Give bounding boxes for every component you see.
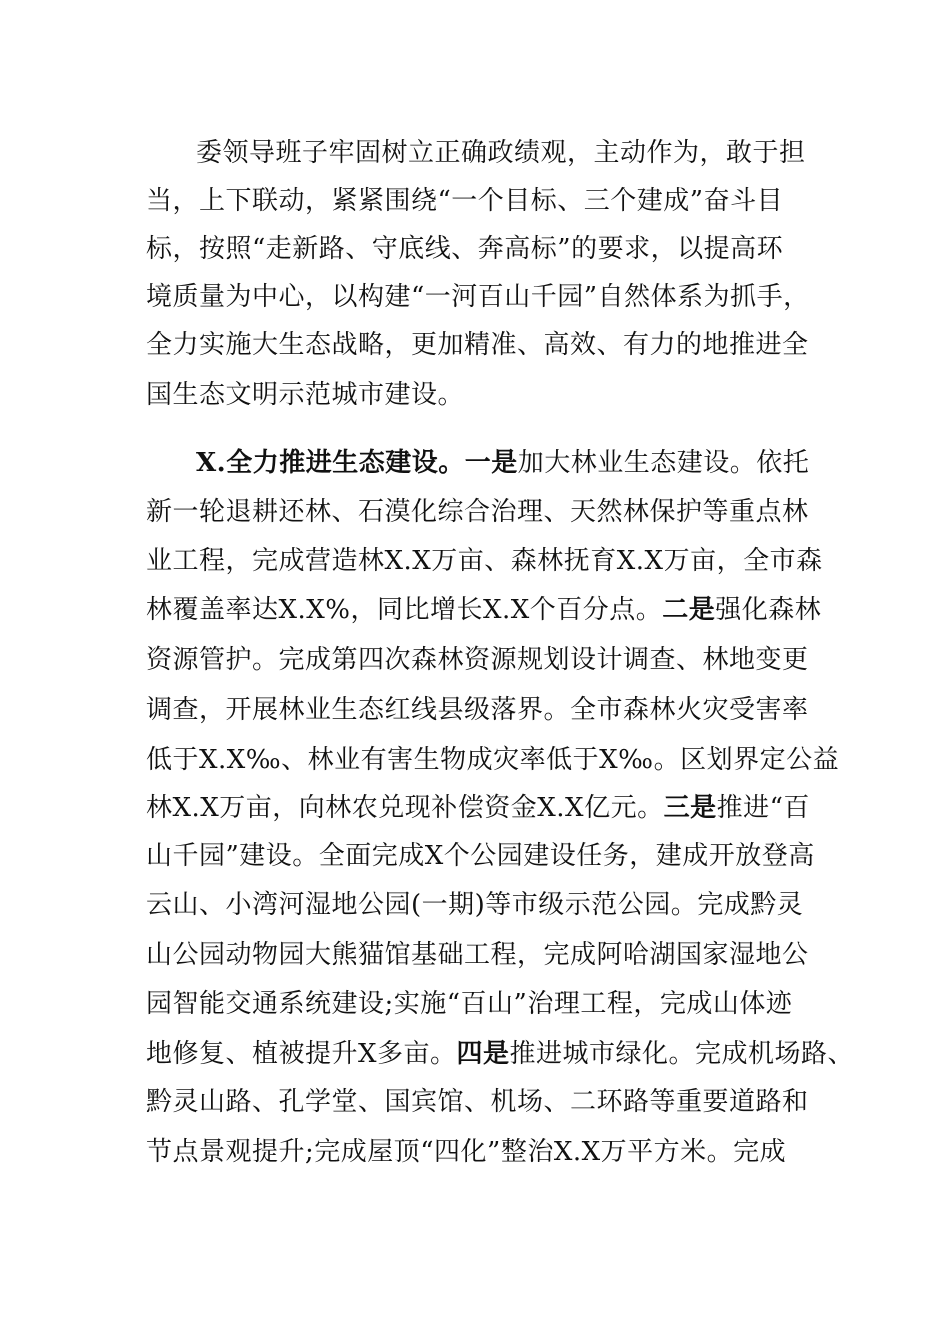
p2-line-10: 云山、小湾河湿地公园(一期)等市级示范公园。完成黔灵 (146, 890, 804, 920)
p2-line-4 (146, 590, 821, 630)
p2-line-14: 黔灵山路、孔学堂、国宾馆、机场、二环路等重要道路和 (146, 1087, 809, 1117)
p2-line-4-text-a: 林覆盖率达X.X%，同比增长X.X个百分点。 (146, 595, 663, 625)
p2-line-2: 新一轮退耕还林、石漠化综合治理、天然林保护等重点林 (146, 497, 809, 527)
p2-line-11: 山公园动物园大熊猫馆基础工程，完成阿哈湖国家湿地公 (146, 940, 809, 970)
p2-line-7: 低于X.X‰、林业有害生物成灾率低于X‰。区划界定公益 (146, 745, 840, 775)
p2-line-15: 节点景观提升;完成屋顶“四化”整治X.X万平方米。完成 (146, 1137, 787, 1167)
p2-line-5: 资源管护。完成第四次森林资源规划设计调查、林地变更 (146, 645, 809, 675)
p2-line-6: 调查，开展林业生态红线县级落界。全市森林火灾受害率 (146, 695, 809, 725)
p2-line-4-text-b: 强化森林 (715, 595, 822, 625)
section-heading: X.全力推进生态建设。 (196, 448, 465, 478)
p2-line-13-text-b: 推进城市绿化。完成机场路、 (509, 1039, 855, 1069)
point-marker-1: 一是 (464, 448, 518, 478)
p2-line-13 (146, 1034, 854, 1074)
p2-line-1-text: 加大林业生态建设。依托 (517, 448, 810, 478)
p2-line-8 (146, 788, 810, 828)
p2-line-9: 山千园”建设。全面完成X个公园建设任务，建成开放登高 (146, 841, 815, 871)
point-marker-3: 三是 (663, 793, 717, 823)
p1-line-6: 国生态文明示范城市建设。 (146, 380, 465, 410)
p2-line-3: 业工程，完成营造林X.X万亩、森林抚育X.X万亩，全市森 (146, 546, 823, 576)
point-marker-4: 四是 (456, 1039, 510, 1069)
p2-line-12: 园智能交通系统建设;实施“百山”治理工程，完成山体迹 (146, 989, 793, 1019)
p2-line-8-text-b: 推进“百 (716, 793, 810, 823)
p1-line-4: 境质量为中心，以构建“一河百山千园”自然体系为抓手， (146, 282, 810, 312)
p2-line-8-text-a: 林X.X万亩，向林农兑现补偿资金X.X亿元。 (146, 793, 664, 823)
p1-line-2: 当，上下联动，紧紧围绕“一个目标、三个建成”奋斗目 (146, 186, 784, 216)
p2-line-1 (196, 443, 809, 483)
p1-line-3: 标，按照“走新路、守底线、奔高标”的要求，以提高环 (146, 234, 784, 264)
p1-line-5: 全力实施大生态战略，更加精准、高效、有力的地推进全 (146, 330, 809, 360)
p1-line-1: 委领导班子牢固树立正确政绩观，主动作为，敢于担 (196, 138, 806, 168)
p2-line-13-text-a: 地修复、植被提升X多亩。 (146, 1039, 457, 1069)
point-marker-2: 二是 (662, 595, 716, 625)
